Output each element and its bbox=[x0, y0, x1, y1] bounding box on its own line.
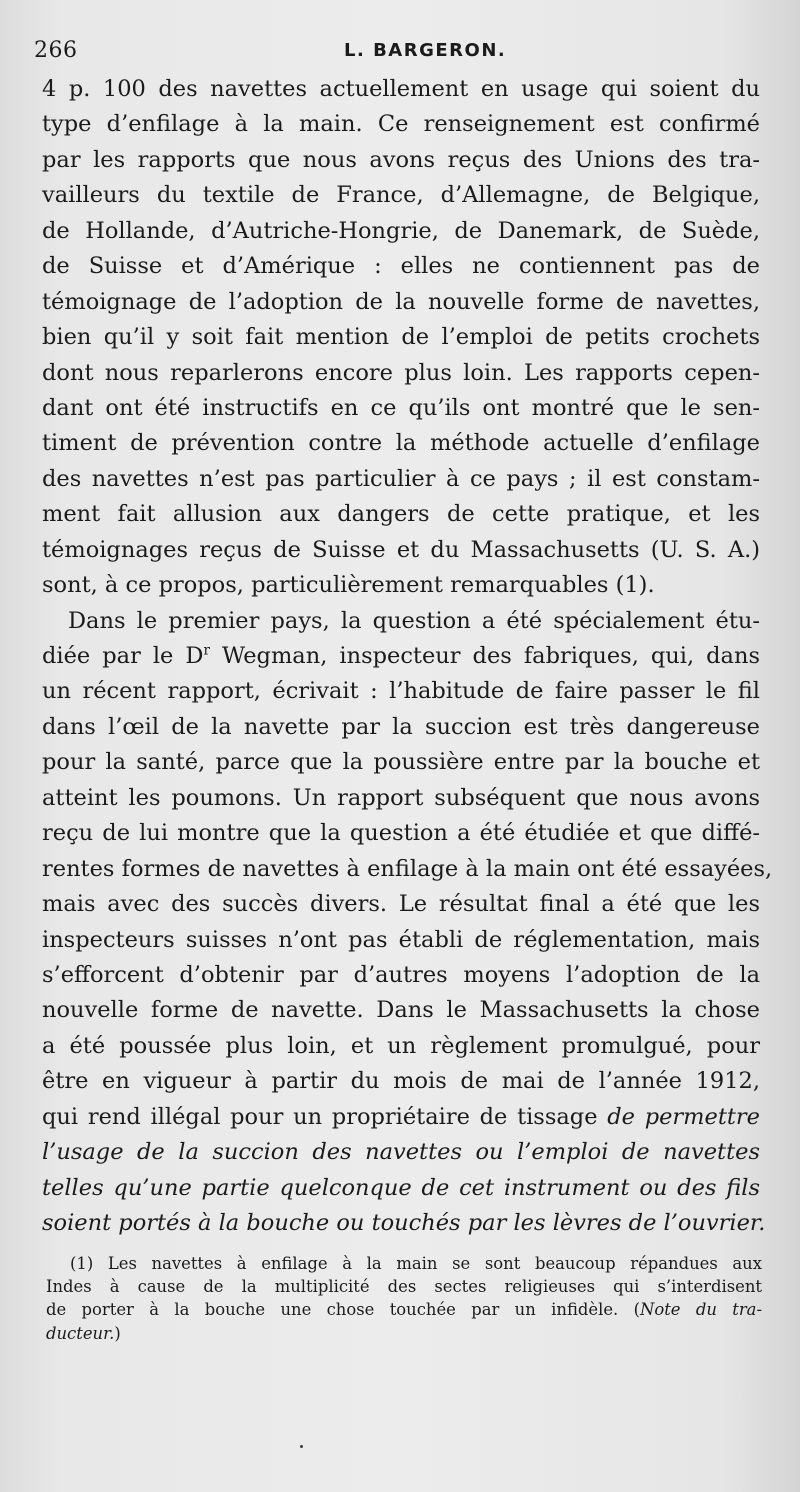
text-line: nouvelle forme de navette. Dans le Massachusetts la chose bbox=[42, 997, 760, 1024]
text-line: sont, à ce propos, particulièrement remarquables (1). bbox=[42, 572, 655, 599]
text-line: 4 p. 100 des navettes actuellement en usage qui soient du bbox=[42, 76, 760, 102]
page-number: 266 bbox=[34, 38, 78, 63]
text-line: reçu de lui montre que la question a été étudiée et que diffé- bbox=[42, 820, 760, 847]
text-line: de Hollande, d’Autriche-Hongrie, de Danemark, de Suède, bbox=[42, 217, 760, 244]
text-line: s’efforcent d’obtenir par d’autres moyens l’adoption de la bbox=[42, 961, 760, 988]
italic-fragment: de permettre bbox=[607, 1103, 760, 1130]
text-line: témoignages reçus de Suisse et du Massachusetts (U. S. A.) bbox=[42, 536, 760, 563]
text-line: des navettes n’est pas particulier à ce pays ; il est constam- bbox=[42, 465, 760, 492]
text-line: timent de prévention contre la méthode actuelle d’enfilage bbox=[42, 430, 760, 457]
ink-speck bbox=[300, 1445, 303, 1448]
text-line: atteint les poumons. Un rapport subséquent que nous avons bbox=[42, 784, 760, 811]
text-fragment: Wegman, inspecteur des fabriques, qui, dans bbox=[221, 643, 760, 669]
text-line-italic: soient portés à la bouche ou touchés par les lèvres de l’ouvrier. bbox=[42, 1210, 766, 1236]
text-line: a été poussée plus loin, et un règlement promulgué, pour bbox=[42, 1032, 760, 1059]
text-line: bien qu’il y soit fait mention de l’emploi de petits crochets bbox=[42, 324, 760, 351]
text-line: type d’enfilage à la main. Ce renseignement est confirmé bbox=[42, 111, 760, 138]
page-header bbox=[34, 38, 754, 68]
translator-note: ducteur. bbox=[46, 1323, 115, 1343]
text-line-italic: telles qu’une partie quelconque de cet instrument ou des fils bbox=[42, 1174, 760, 1201]
text-line: par les rapports que nous avons reçus des Unions des tra- bbox=[42, 146, 760, 173]
text-line: mais avec des succès divers. Le résultat final a été que les bbox=[42, 891, 760, 918]
text-fragment: qui rend illégal pour un propriétaire de tissage bbox=[42, 1103, 598, 1130]
text-line: vailleurs du textile de France, d’Allemagne, de Belgique, bbox=[42, 182, 760, 209]
text-line: témoignage de l’adoption de la nouvelle forme de navettes, bbox=[42, 288, 760, 315]
text-fragment: diée par le bbox=[42, 643, 174, 669]
footnote-fragment: ) bbox=[114, 1323, 121, 1343]
footnote bbox=[46, 1252, 762, 1345]
text-line: dont nous reparlerons encore plus loin. Les rapports cepen- bbox=[42, 359, 760, 386]
text-line: rentes formes de navettes à enfilage à la main ont été essayées, bbox=[42, 855, 773, 882]
text-line: de Suisse et d’Amérique : elles ne contiennent pas de bbox=[42, 253, 760, 280]
text-line bbox=[42, 1100, 760, 1135]
footnote-line: Indes à cause de la multiplicité des sectes religieuses qui s’interdisent bbox=[46, 1277, 762, 1297]
text-line: dans l’œil de la navette par la succion est très dangereuse bbox=[42, 713, 760, 740]
body-text bbox=[42, 72, 773, 1241]
footnote-line bbox=[46, 1322, 762, 1345]
text-line bbox=[42, 639, 760, 674]
text-line: pour la santé, parce que la poussière entre par la bouche et bbox=[42, 749, 760, 776]
doctor-abbreviation: $D^r$ bbox=[185, 642, 210, 669]
text-line: dant ont été instructifs en ce qu’ils ont montré que le sen- bbox=[42, 394, 760, 421]
text-line: être en vigueur à partir du mois de mai de l’année 1912, bbox=[42, 1068, 760, 1095]
footnote-fragment: de porter à la bouche une chose touchée par un infidèle. ( bbox=[46, 1300, 640, 1320]
text-line: Dans le premier pays, la question a été spécialement étu- bbox=[68, 607, 760, 634]
translator-note: Note du tra- bbox=[639, 1300, 762, 1320]
text-line: un récent rapport, écrivait : l’habitude de faire passer le fil bbox=[42, 678, 760, 705]
text-line: inspecteurs suisses n’ont pas établi de réglementation, mais bbox=[42, 926, 760, 953]
footnote-line bbox=[46, 1298, 762, 1321]
footnote-line: (1) Les navettes à enfilage à la main se sont beaucoup répandues aux bbox=[70, 1254, 762, 1273]
running-head: L. BARGERON. bbox=[344, 40, 507, 61]
text-line-italic: l’usage de la succion des navettes ou l’emploi de navettes bbox=[42, 1139, 760, 1166]
text-line: ment fait allusion aux dangers de cette pratique, et les bbox=[42, 501, 760, 528]
